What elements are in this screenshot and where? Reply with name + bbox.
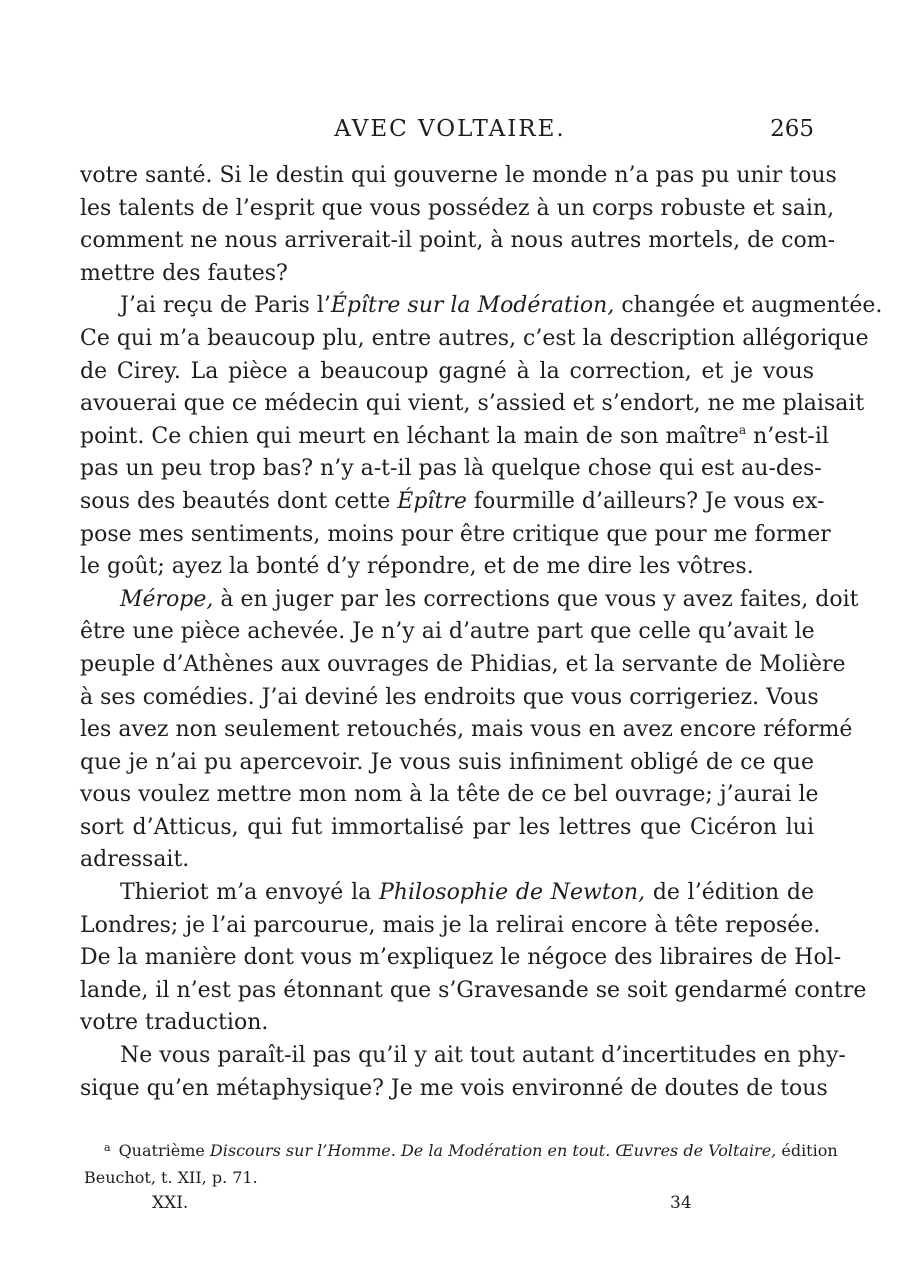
text-run: à en juger par les corrections que vous y avez faites, doit <box>213 586 859 612</box>
paragraph-5 <box>80 1040 846 1105</box>
text-line: pose mes sentiments, moins pour être critique que pour me former <box>80 521 831 547</box>
text-line <box>80 584 859 617</box>
text-line <box>80 877 814 910</box>
text-run: sous des beautés dont cette <box>80 488 398 514</box>
text-line: De la manière dont vous m’expliquez le négoce des libraires de Hol- <box>80 945 842 971</box>
text-line: adressait. <box>80 847 190 873</box>
text-line: sort d’Atticus, qui fut immortalisé par les lettres que Cicéron lui <box>80 814 814 840</box>
text-line: les avez non seulement retouchés, mais vous en avez encore réformé <box>80 717 853 743</box>
text-run: édition <box>776 1141 838 1160</box>
text-run: de l’édition de <box>645 880 814 906</box>
text-run: point. Ce chien qui meurt en léchant la main de son maître <box>80 423 739 449</box>
paragraph-3 <box>80 584 859 877</box>
text-line: avouerai que ce médecin qui vient, s’assied et s’endort, ne me plaisait <box>80 391 865 417</box>
text-line: lande, il n’est pas étonnant que s’Gravesande se soit gendarmé contre <box>80 977 867 1003</box>
title-merope: Mérope, <box>120 586 214 612</box>
text-run: J’ai reçu de Paris l’ <box>120 293 331 319</box>
signature-mark: XXI. <box>152 1193 189 1213</box>
title-epitre: Épître <box>397 488 467 514</box>
title-philosophie: Philosophie de Newton, <box>378 880 646 906</box>
text-line: que je n’ai pu apercevoir. Je vous suis infiniment obligé de ce que <box>80 749 814 775</box>
text-line: mettre des fautes? <box>80 260 288 286</box>
text-line: Ce qui m’a beaucoup plu, entre autres, c’est la description allégorique <box>80 325 869 351</box>
text-line <box>80 290 883 323</box>
footnote <box>84 1134 838 1191</box>
footnote-mark: a <box>104 1141 111 1154</box>
page-header <box>80 116 820 150</box>
text-line: votre traduction. <box>80 1010 269 1036</box>
paragraph-1 <box>80 160 837 290</box>
text-line: le goût; ayez la bonté d’y répondre, et de me dire les vôtres. <box>80 554 754 580</box>
text-line: pas un peu trop bas? n’y a-t-il pas là quelque chose qui est au-des- <box>80 456 822 482</box>
text-line: les talents de l’esprit que vous possédez à un corps robuste et sain, <box>80 195 835 221</box>
text-line: à ses comédies. J’ai deviné les endroits que vous corrigeriez. Vous <box>80 684 819 710</box>
running-title: AVEC VOLTAIRE. <box>334 116 566 142</box>
text-line: sique qu’en métaphysique? Je me vois environné de doutes de tous <box>80 1075 828 1101</box>
text-line <box>80 486 825 519</box>
footnote-line <box>84 1134 838 1164</box>
text-line: votre santé. Si le destin qui gouverne le monde n’a pas pu unir tous <box>80 163 837 188</box>
footnote-line: Beuchot, t. XII, p. 71. <box>84 1168 258 1187</box>
paragraph-2 <box>80 290 883 583</box>
title-epitre: Épître sur la Modération, <box>330 293 615 319</box>
text-run: Thieriot m’a envoyé la <box>120 880 379 906</box>
text-run: Quatrième <box>118 1141 210 1160</box>
letter-body <box>80 160 883 1105</box>
text-line: comment ne nous arriverait-il point, à nous autres mortels, de com- <box>80 228 836 254</box>
page-number: 265 <box>770 116 814 142</box>
footnote-reference: a <box>738 422 747 437</box>
text-run: n’est-il <box>746 423 829 449</box>
text-line: être une pièce achevée. Je n’y ai d’autre part que celle qu’avait le <box>80 619 815 645</box>
sheet-number: 34 <box>670 1193 692 1213</box>
text-line: peuple d’Athènes aux ouvrages de Phidias, et la servante de Molière <box>80 651 846 677</box>
text-line <box>80 421 829 454</box>
text-run: fourmille d’ailleurs? Je vous ex- <box>466 488 825 514</box>
text-line: Londres; je l’ai parcourue, mais je la relirai encore à tête reposée. <box>80 912 821 938</box>
text-line: vous voulez mettre mon nom à la tête de ce bel ouvrage; j’aurai le <box>80 782 819 808</box>
text-line: Ne vous paraît-il pas qu’il y ait tout autant d’incertitudes en phy- <box>120 1043 846 1069</box>
text-line: de Cirey. La pièce a beaucoup gagné à la correction, et je vous <box>80 358 814 384</box>
text-run: changée et augmentée. <box>614 293 883 319</box>
footnote-title: Discours sur l’Homme. De la Modération en tout. Œuvres de Voltaire, <box>209 1141 777 1160</box>
paragraph-4 <box>80 877 867 1040</box>
